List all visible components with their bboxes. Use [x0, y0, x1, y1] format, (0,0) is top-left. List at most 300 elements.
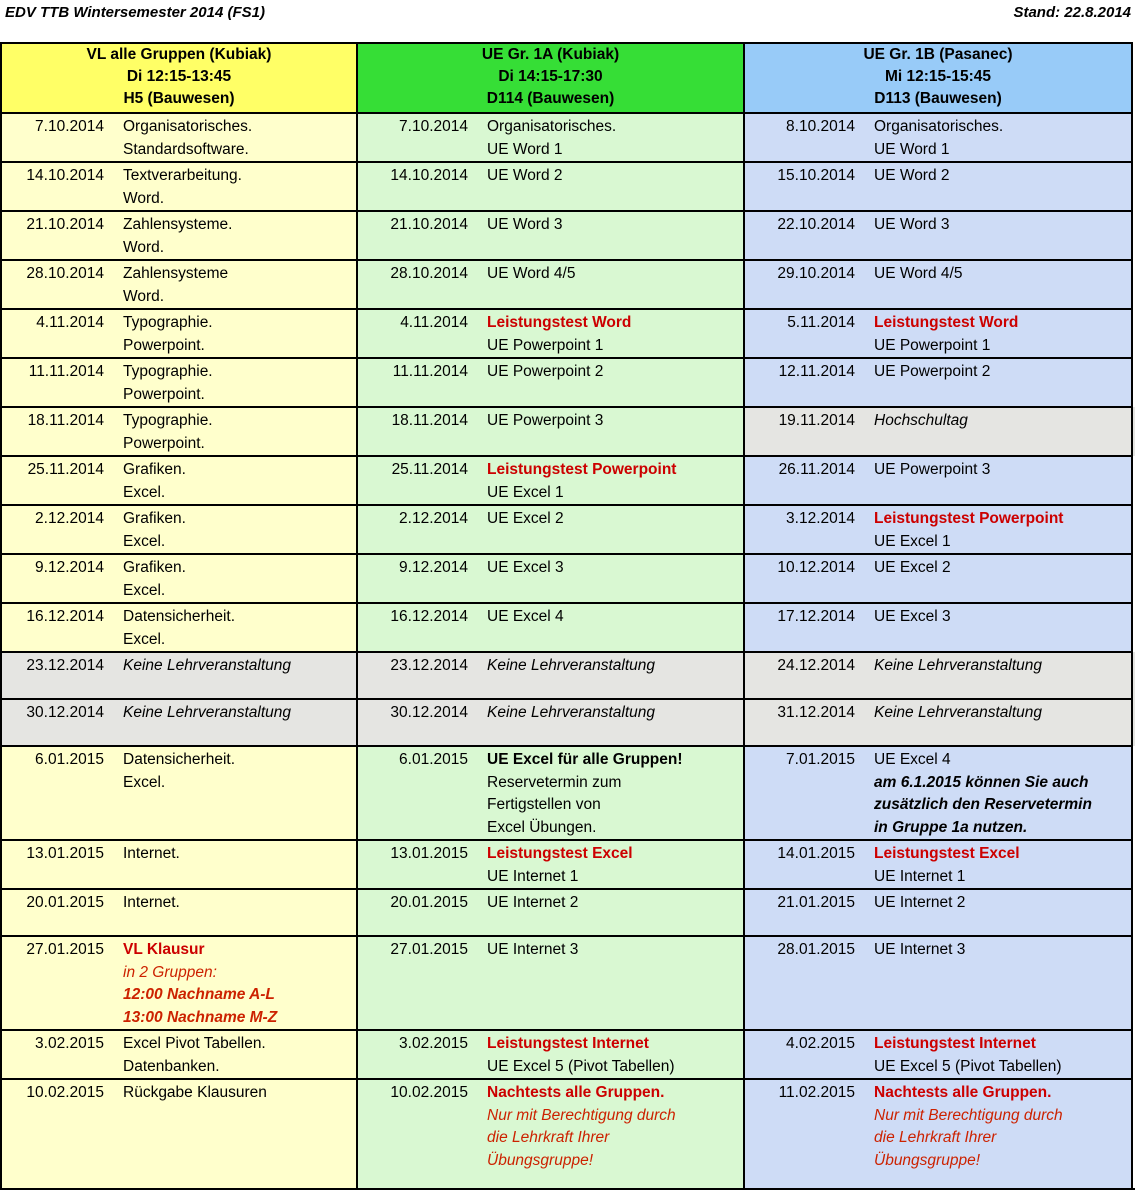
- schedule-cell: [1, 652, 357, 699]
- cell-date: 30.12.2014: [390, 704, 468, 721]
- cell-text-line: Word.: [123, 189, 165, 207]
- cell-text-line: Grafiken.: [123, 461, 186, 478]
- schedule-cell: [357, 358, 744, 407]
- cell-text-line: UE Word 2: [874, 167, 950, 184]
- cell-description: [487, 261, 743, 286]
- cell-text-line: UE Word 4/5: [487, 265, 576, 282]
- cell-text-line: UE Internet 1: [874, 867, 966, 885]
- cell-text-line: Datenbanken.: [123, 1057, 220, 1075]
- schedule-cell: [1, 407, 357, 456]
- cell-text-line: UE Internet 2: [487, 894, 579, 911]
- cell-description: [487, 506, 743, 531]
- cell-text-line: Excel.: [123, 483, 166, 501]
- cell-description: [123, 212, 356, 259]
- cell-date: 9.12.2014: [35, 559, 104, 576]
- cell-text-line: Excel.: [123, 532, 166, 550]
- table-row: [1, 554, 1135, 603]
- cell-date: 26.11.2014: [778, 461, 855, 478]
- cell-date: 15.10.2014: [777, 167, 855, 184]
- schedule-cell: [744, 407, 1132, 456]
- cell-text-line: Nur mit Berechtigung durch: [487, 1106, 676, 1124]
- cell-text-line: UE Word 1: [874, 140, 950, 158]
- cell-description: [874, 261, 1131, 286]
- cell-description: [487, 890, 743, 915]
- cell-description: [874, 359, 1131, 384]
- schedule-cell: [1, 162, 357, 211]
- cell-date: 13.01.2015: [390, 845, 468, 862]
- schedule-cell: [744, 840, 1132, 889]
- cell-description: [123, 457, 356, 504]
- cell-date: 9.12.2014: [399, 559, 468, 576]
- cell-text-line: UE Word 2: [487, 167, 563, 184]
- schedule-cell: [357, 1079, 744, 1189]
- cell-description: [487, 841, 743, 888]
- schedule-cell: [357, 1030, 744, 1079]
- schedule-cell: [1, 505, 357, 554]
- cell-text-line: Keine Lehrveranstaltung: [123, 704, 292, 721]
- cell-text-line: UE Internet 1: [487, 867, 579, 885]
- cell-text-line: VL Klausur: [123, 941, 205, 958]
- cell-text-line: Standardsoftware.: [123, 140, 249, 158]
- cell-date: 27.01.2015: [26, 941, 104, 958]
- header-line: Di 12:15-13:45: [126, 68, 232, 85]
- cell-text-line: Leistungstest Excel: [874, 845, 1020, 862]
- schedule-body: [1, 113, 1135, 1189]
- cell-date: 4.02.2015: [786, 1035, 855, 1052]
- table-row: [1, 309, 1135, 358]
- cell-text-line: 13:00 Nachname M-Z: [123, 1008, 278, 1026]
- cell-text-line: Typographie.: [123, 363, 213, 380]
- schedule-cell: [357, 162, 744, 211]
- cell-text-line: Word.: [123, 287, 165, 305]
- cell-text-line: Zahlensysteme: [123, 265, 229, 282]
- schedule-cell: [744, 113, 1132, 162]
- cell-text-line: Leistungstest Internet: [874, 1035, 1036, 1052]
- cell-date: 11.11.2014: [392, 363, 468, 380]
- schedule-cell: [744, 505, 1132, 554]
- schedule-cell: [357, 889, 744, 936]
- header-line: UE Gr. 1A (Kubiak): [481, 46, 620, 63]
- cell-text-line: Keine Lehrveranstaltung: [874, 704, 1043, 721]
- column-header-ue1b: [744, 43, 1132, 113]
- cell-description: [123, 841, 356, 866]
- cell-description: [123, 261, 356, 308]
- cell-description: [123, 555, 356, 602]
- cell-text-line: UE Excel 4: [874, 751, 951, 768]
- schedule-cell: [1, 456, 357, 505]
- schedule-cell: [357, 699, 744, 746]
- cell-text-line: Excel Pivot Tabellen.: [123, 1035, 266, 1052]
- cell-text-line: zusätzlich den Reservetermin: [874, 796, 1092, 813]
- cell-text-line: UE Excel für alle Gruppen!: [487, 751, 683, 768]
- schedule-cell: [357, 652, 744, 699]
- cell-text-line: Übungsgruppe!: [487, 1151, 593, 1169]
- schedule-cell: [1, 603, 357, 652]
- cell-date: 28.10.2014: [390, 265, 468, 282]
- schedule-cell: [1, 113, 357, 162]
- cell-date: 7.10.2014: [399, 118, 468, 135]
- schedule-cell: [357, 456, 744, 505]
- cell-date: 29.10.2014: [777, 265, 855, 282]
- header-line: D114 (Bauwesen): [486, 90, 615, 107]
- header-line: D113 (Bauwesen): [874, 90, 1002, 107]
- cell-date: 2.12.2014: [399, 510, 468, 527]
- cell-description: [487, 1031, 743, 1078]
- cell-text-line: Datensicherheit.: [123, 608, 236, 625]
- table-row: [1, 1079, 1135, 1189]
- cell-description: [487, 555, 743, 580]
- schedule-cell: [1, 840, 357, 889]
- schedule-cell: [744, 652, 1132, 699]
- cell-description: [487, 747, 743, 839]
- cell-text-line: UE Excel 3: [874, 608, 951, 625]
- cell-description: [487, 653, 743, 678]
- cell-description: [123, 310, 356, 357]
- cell-description: [123, 747, 356, 794]
- cell-description: [123, 700, 356, 725]
- cell-date: 8.10.2014: [786, 118, 855, 135]
- schedule-cell: [357, 309, 744, 358]
- timetable: [0, 42, 1135, 1190]
- cell-description: [874, 212, 1131, 237]
- cell-date: 28.01.2015: [777, 941, 855, 958]
- cell-description: [874, 555, 1131, 580]
- cell-date: 30.12.2014: [26, 704, 104, 721]
- header-line: Di 14:15-17:30: [498, 68, 603, 85]
- cell-description: [487, 457, 743, 504]
- cell-date: 22.10.2014: [777, 216, 855, 233]
- cell-text-line: UE Word 3: [874, 216, 950, 233]
- cell-description: [487, 604, 743, 629]
- table-row: [1, 456, 1135, 505]
- cell-text-line: Grafiken.: [123, 510, 186, 527]
- cell-text-line: Powerpoint.: [123, 336, 205, 354]
- cell-date: 19.11.2014: [778, 412, 855, 429]
- cell-date: 17.12.2014: [777, 608, 855, 625]
- cell-date: 20.01.2015: [26, 894, 104, 911]
- cell-text-line: UE Excel 3: [487, 559, 564, 576]
- cell-text-line: UE Excel 5 (Pivot Tabellen): [487, 1057, 675, 1075]
- cell-text-line: UE Excel 2: [487, 510, 564, 527]
- cell-text-line: Powerpoint.: [123, 385, 205, 403]
- table-row: [1, 505, 1135, 554]
- schedule-cell: [357, 840, 744, 889]
- cell-description: [874, 408, 1131, 433]
- cell-description: [123, 359, 356, 406]
- cell-description: [874, 604, 1131, 629]
- cell-date: 28.10.2014: [26, 265, 104, 282]
- header-row: [1, 43, 1135, 113]
- cell-description: [874, 841, 1131, 888]
- cell-description: [874, 890, 1131, 915]
- cell-text-line: UE Word 1: [487, 140, 563, 158]
- cell-date: 3.02.2015: [399, 1035, 468, 1052]
- cell-text-line: Organisatorisches.: [487, 118, 617, 135]
- schedule-cell: [744, 1030, 1132, 1079]
- schedule-cell: [1, 1030, 357, 1079]
- cell-text-line: Datensicherheit.: [123, 751, 236, 768]
- cell-text-line: Keine Lehrveranstaltung: [487, 704, 656, 721]
- cell-description: [874, 114, 1131, 161]
- cell-description: [487, 700, 743, 725]
- cell-description: [874, 937, 1131, 962]
- table-row: [1, 936, 1135, 1030]
- cell-date: 6.01.2015: [35, 751, 104, 768]
- cell-date: 11.02.2015: [778, 1084, 855, 1101]
- schedule-cell: [1, 936, 357, 1030]
- schedule-cell: [1, 309, 357, 358]
- header-line: VL alle Gruppen (Kubiak): [86, 46, 272, 63]
- cell-description: [123, 163, 356, 210]
- table-row: [1, 113, 1135, 162]
- cell-description: [874, 700, 1131, 725]
- schedule-cell: [744, 603, 1132, 652]
- schedule-cell: [1, 211, 357, 260]
- cell-text-line: Keine Lehrveranstaltung: [874, 657, 1043, 674]
- schedule-cell: [357, 603, 744, 652]
- schedule-cell: [1, 358, 357, 407]
- table-row: [1, 652, 1135, 699]
- cell-date: 11.11.2014: [28, 363, 104, 380]
- cell-date: 18.11.2014: [391, 412, 468, 429]
- schedule-cell: [1, 746, 357, 840]
- schedule-cell: [1, 1079, 357, 1189]
- cell-text-line: Leistungstest Powerpoint: [487, 461, 677, 478]
- schedule-cell: [744, 699, 1132, 746]
- cell-text-line: Übungsgruppe!: [874, 1151, 980, 1169]
- cell-description: [123, 114, 356, 161]
- cell-text-line: UE Internet 3: [487, 941, 579, 958]
- cell-description: [487, 310, 743, 357]
- cell-text-line: Reservetermin zum: [487, 773, 622, 791]
- cell-description: [874, 1080, 1131, 1172]
- cell-text-line: UE Powerpoint 2: [874, 363, 991, 380]
- cell-description: [123, 604, 356, 651]
- table-row: [1, 1030, 1135, 1079]
- schedule-cell: [744, 554, 1132, 603]
- cell-text-line: UE Powerpoint 1: [487, 336, 604, 354]
- cell-text-line: Rückgabe Klausuren: [123, 1084, 267, 1101]
- cell-description: [874, 457, 1131, 482]
- cell-text-line: Nachtests alle Gruppen.: [487, 1084, 665, 1101]
- cell-text-line: UE Powerpoint 3: [874, 461, 991, 478]
- schedule-cell: [357, 407, 744, 456]
- cell-date: 18.11.2014: [27, 412, 104, 429]
- schedule-cell: [357, 505, 744, 554]
- cell-date: 4.11.2014: [36, 314, 104, 331]
- cell-date: 12.11.2014: [778, 363, 855, 380]
- cell-text-line: UE Word 4/5: [874, 265, 963, 282]
- cell-text-line: in 2 Gruppen:: [123, 963, 217, 981]
- cell-description: [123, 653, 356, 678]
- table-row: [1, 746, 1135, 840]
- cell-text-line: Zahlensysteme.: [123, 216, 233, 233]
- cell-date: 7.10.2014: [35, 118, 104, 135]
- schedule-cell: [744, 936, 1132, 1030]
- cell-date: 25.11.2014: [27, 461, 104, 478]
- cell-text-line: UE Excel 5 (Pivot Tabellen): [874, 1057, 1062, 1075]
- cell-description: [874, 1031, 1131, 1078]
- top-caption-bar: [5, 4, 1131, 38]
- cell-text-line: Word.: [123, 238, 165, 256]
- schedule-cell: [1, 699, 357, 746]
- cell-date: 20.01.2015: [390, 894, 468, 911]
- cell-text-line: UE Powerpoint 3: [487, 412, 604, 429]
- schedule-cell: [1, 260, 357, 309]
- header-line: UE Gr. 1B (Pasanec): [863, 46, 1013, 63]
- cell-text-line: Internet.: [123, 845, 180, 862]
- cell-date: 4.11.2014: [400, 314, 468, 331]
- cell-text-line: Internet.: [123, 894, 180, 911]
- cell-text-line: Typographie.: [123, 314, 213, 331]
- cell-description: [123, 1031, 356, 1078]
- cell-text-line: Leistungstest Word: [487, 314, 632, 331]
- cell-description: [874, 747, 1131, 839]
- cell-description: [874, 163, 1131, 188]
- cell-text-line: UE Internet 2: [874, 894, 966, 911]
- cell-date: 16.12.2014: [390, 608, 468, 625]
- cell-text-line: Organisatorisches.: [874, 118, 1004, 135]
- cell-text-line: Excel.: [123, 630, 166, 648]
- cell-description: [123, 890, 356, 915]
- schedule-cell: [744, 889, 1132, 936]
- cell-text-line: am 6.1.2015 können Sie auch: [874, 773, 1089, 791]
- schedule-cell: [744, 309, 1132, 358]
- cell-date: 24.12.2014: [777, 657, 855, 674]
- cell-date: 14.01.2015: [777, 845, 855, 862]
- cell-date: 6.01.2015: [399, 751, 468, 768]
- cell-text-line: Leistungstest Excel: [487, 845, 633, 862]
- table-row: [1, 358, 1135, 407]
- cell-text-line: Textverarbeitung.: [123, 167, 242, 184]
- page-title: EDV TTB Wintersemester 2014 (FS1): [5, 4, 265, 21]
- cell-date: 23.12.2014: [26, 657, 104, 674]
- cell-description: [487, 163, 743, 188]
- cell-text-line: UE Excel 1: [487, 483, 564, 501]
- schedule-cell: [1, 554, 357, 603]
- cell-date: 3.02.2015: [35, 1035, 104, 1052]
- cell-date: 7.01.2015: [786, 751, 855, 768]
- cell-date: 21.10.2014: [390, 216, 468, 233]
- cell-date: 2.12.2014: [35, 510, 104, 527]
- cell-description: [123, 937, 356, 1029]
- cell-text-line: Nachtests alle Gruppen.: [874, 1084, 1052, 1101]
- schedule-cell: [357, 554, 744, 603]
- cell-text-line: UE Excel 4: [487, 608, 564, 625]
- schedule-cell: [357, 113, 744, 162]
- cell-text-line: Keine Lehrveranstaltung: [123, 657, 292, 674]
- cell-text-line: Powerpoint.: [123, 434, 205, 452]
- cell-date: 14.10.2014: [26, 167, 104, 184]
- table-row: [1, 407, 1135, 456]
- cell-date: 3.12.2014: [786, 510, 855, 527]
- cell-date: 27.01.2015: [390, 941, 468, 958]
- cell-date: 14.10.2014: [390, 167, 468, 184]
- cell-text-line: UE Powerpoint 2: [487, 363, 604, 380]
- cell-date: 21.10.2014: [26, 216, 104, 233]
- cell-date: 21.01.2015: [777, 894, 855, 911]
- cell-text-line: Nur mit Berechtigung durch: [874, 1106, 1063, 1124]
- cell-text-line: UE Excel 2: [874, 559, 951, 576]
- table-row: [1, 699, 1135, 746]
- cell-date: 16.12.2014: [26, 608, 104, 625]
- header-line: H5 (Bauwesen): [123, 90, 235, 107]
- schedule-cell: [744, 358, 1132, 407]
- schedule-cell: [357, 260, 744, 309]
- column-header-ue1a: [357, 43, 744, 113]
- schedule-cell: [744, 211, 1132, 260]
- cell-text-line: UE Word 3: [487, 216, 563, 233]
- cell-text-line: Hochschultag: [874, 412, 968, 429]
- cell-description: [123, 408, 356, 455]
- cell-date: 10.12.2014: [777, 559, 855, 576]
- cell-date: 25.11.2014: [391, 461, 468, 478]
- cell-description: [123, 506, 356, 553]
- column-header-vl: [1, 43, 357, 113]
- cell-text-line: in Gruppe 1a nutzen.: [874, 818, 1028, 836]
- cell-text-line: Typographie.: [123, 412, 213, 429]
- cell-date: 5.11.2014: [787, 314, 855, 331]
- cell-date: 31.12.2014: [777, 704, 855, 721]
- cell-date: 10.02.2015: [390, 1084, 468, 1101]
- cell-date: 23.12.2014: [390, 657, 468, 674]
- cell-description: [487, 359, 743, 384]
- table-row: [1, 603, 1135, 652]
- cell-text-line: UE Excel 1: [874, 532, 951, 550]
- table-row: [1, 211, 1135, 260]
- cell-date: 13.01.2015: [26, 845, 104, 862]
- cell-text-line: die Lehrkraft Ihrer: [487, 1129, 610, 1146]
- cell-description: [487, 937, 743, 962]
- cell-text-line: Excel Übungen.: [487, 818, 597, 836]
- schedule-cell: [744, 456, 1132, 505]
- cell-text-line: Organisatorisches.: [123, 118, 253, 135]
- schedule-cell: [744, 260, 1132, 309]
- schedule-cell: [357, 211, 744, 260]
- stand-date: Stand: 22.8.2014: [1013, 4, 1131, 21]
- cell-text-line: Excel.: [123, 581, 166, 599]
- table-row: [1, 889, 1135, 936]
- cell-text-line: Grafiken.: [123, 559, 186, 576]
- cell-text-line: 12:00 Nachname A-L: [123, 986, 275, 1003]
- schedule-cell: [744, 1079, 1132, 1189]
- cell-text-line: Leistungstest Powerpoint: [874, 510, 1064, 527]
- cell-description: [123, 1080, 356, 1105]
- table-row: [1, 260, 1135, 309]
- schedule-cell: [744, 746, 1132, 840]
- cell-description: [487, 408, 743, 433]
- cell-text-line: Leistungstest Word: [874, 314, 1019, 331]
- table-row: [1, 162, 1135, 211]
- cell-text-line: Excel.: [123, 773, 166, 791]
- cell-description: [874, 506, 1131, 553]
- cell-description: [874, 653, 1131, 678]
- table-row: [1, 840, 1135, 889]
- schedule-cell: [357, 936, 744, 1030]
- cell-text-line: Leistungstest Internet: [487, 1035, 649, 1052]
- schedule-cell: [1, 889, 357, 936]
- schedule-cell: [744, 162, 1132, 211]
- cell-description: [874, 310, 1131, 357]
- cell-text-line: UE Powerpoint 1: [874, 336, 991, 354]
- cell-description: [487, 114, 743, 161]
- cell-text-line: die Lehrkraft Ihrer: [874, 1129, 997, 1146]
- cell-text-line: Keine Lehrveranstaltung: [487, 657, 656, 674]
- cell-description: [487, 1080, 743, 1172]
- cell-text-line: UE Internet 3: [874, 941, 966, 958]
- cell-description: [487, 212, 743, 237]
- cell-text-line: Fertigstellen von: [487, 796, 601, 813]
